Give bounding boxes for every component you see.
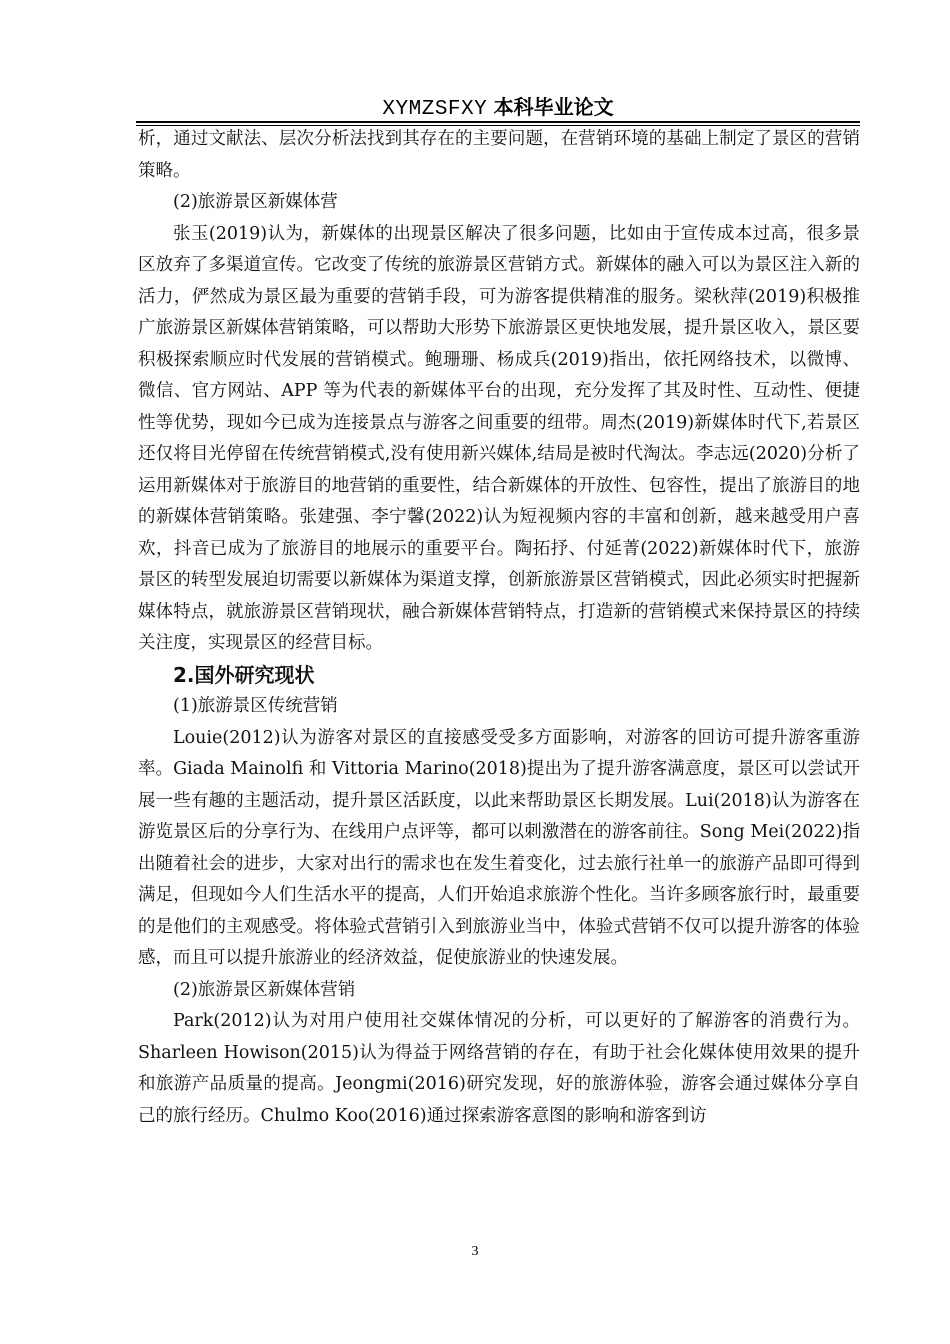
subsection-heading: (1)旅游景区传统营销 — [173, 696, 338, 716]
header-rule-thick — [136, 121, 860, 123]
subsection-heading: (2)旅游景区新媒体营销 — [173, 979, 356, 1000]
body-text — [138, 124, 860, 1132]
paragraph: Park(2012)认为对用户使用社交媒体情况的分析，可以更好的了解游客的消费行为。Sharleen Howison(2015)认为得益于网络营销的存在，有助于社会化媒体使用效果的提升和旅游产品质量的提高。Jeongmi(2016)研究发现，好的旅游体验，游客会通过媒体分享自己的旅行经历。Chulmo Koo(2016)通过探索游客意图的影响和游客到访 — [138, 1011, 860, 1126]
section-heading: 2.国外研究现状 — [173, 662, 315, 687]
header-latin: XYMZSFXY — [382, 98, 488, 121]
running-header — [136, 92, 860, 124]
paragraph: Louie(2012)认为游客对景区的直接感受受多方面影响，对游客的回访可提升游客重游率。Giada Mainolfi 和 Vittoria Marino(2018)提出为了提升游客满意度，景区可以尝试开展一些有趣的主题活动，提升景区活跃度，以此来帮助景区长期发展。Lui(2018)认为游客在游览景区后的分享行为、在线用户点评等，都可以刺激潜在的游客前往。Song Mei(2022)指出随着社会的进步，大家对出行的需求也在发生着变化，过去旅行社单一的旅游产品即可得到满足，但现如今人们生活水平的提高，人们开始追求旅游个性化。当许多顾客旅行时，最重要的是他们的主观感受。将体验式营销引入到旅游业当中，体验式营销不仅可以提升游客的体验感，而且可以提升旅游业的经济效益，促使旅游业的快速发展。 — [138, 727, 860, 968]
subsection-heading: (2)旅游景区新媒体营 — [173, 192, 338, 212]
paragraph: 张玉(2019)认为，新媒体的出现景区解决了很多问题，比如由于宣传成本过高，很多景区放弃了多渠道宣传。它改变了传统的旅游景区营销方式。新媒体的融入可以为景区注入新的活力，俨然成为景区最为重要的营销手段，可为游客提供精准的服务。梁秋萍(2019)积极推广旅游景区新媒体营销策略，可以帮助大形势下旅游景区更快地发展，提升景区收入，景区要积极探索顺应时代发展的营销模式。鲍珊珊、杨成兵(2019)指出，依托网络技术，以微博、微信、官方网站、APP 等为代表的新媒体平台的出现，充分发挥了其及时性、互动性、便捷性等优势，现如今已成为连接景点与游客之间重要的纽带。周杰(2019)新媒体时代下,若景区还仅将目光停留在传统营销模式,没有使用新兴媒体,结局是被时代淘汰。李志远(2020)分析了运用新媒体对于旅游目的地营销的重要性，结合新媒体的开放性、包容性，提出了旅游目的地的新媒体营销策略。张建强、李宁馨(2022)认为短视频内容的丰富和创新，越来越受用户喜欢，抖音已成为了旅游目的地展示的重要平台。陶拓抒、付延菁(2022)新媒体时代下，旅游景区的转型发展迫切需要以新媒体为渠道支撑，创新旅游景区营销模式，因此必须实时把握新媒体特点，就旅游景区营销现状，融合新媒体营销特点，打造新的营销模式来保持景区的持续关注度，实现景区的经营目标。 — [138, 223, 860, 653]
header-title: 本科毕业论文 — [493, 95, 614, 119]
page-number: 3 — [471, 1244, 479, 1259]
paragraph-continued: 析，通过文献法、层次分析法找到其存在的主要问题，在营销环境的基础上制定了景区的营销策略。 — [138, 129, 860, 181]
